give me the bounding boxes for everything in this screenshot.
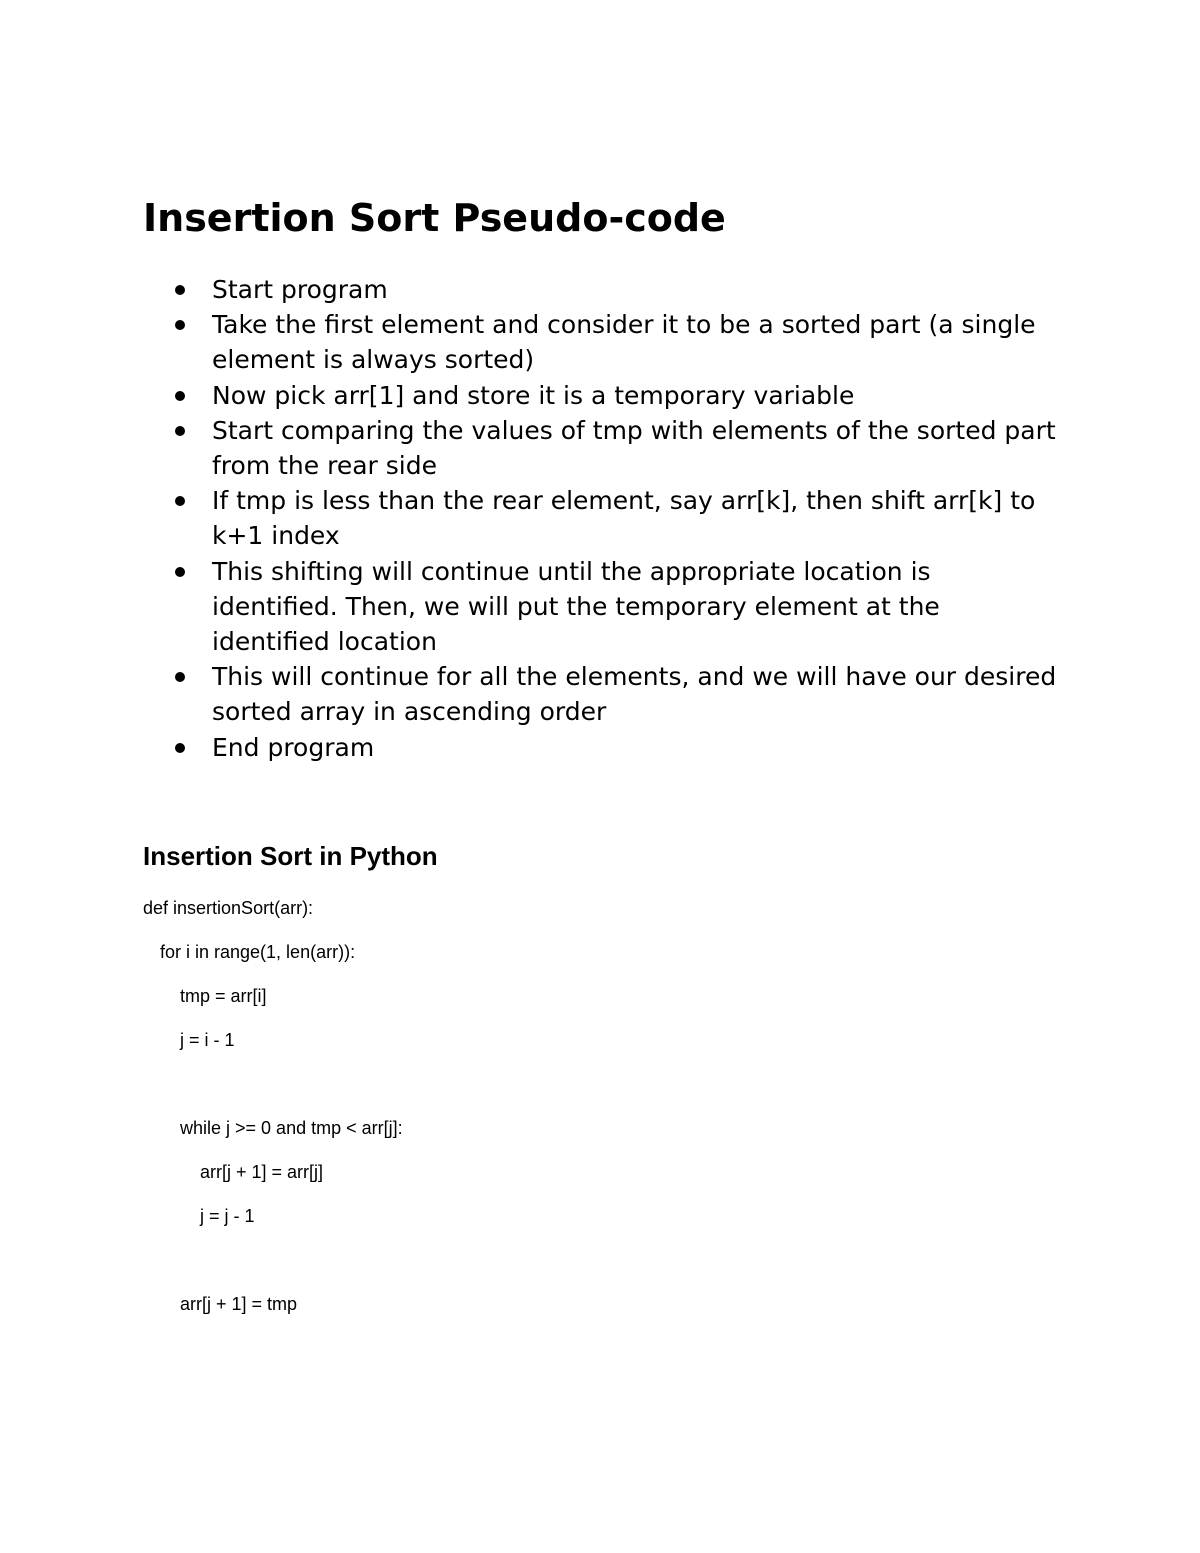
bullet-icon <box>175 285 185 295</box>
pseudo-code-list <box>143 272 1063 765</box>
list-item <box>143 307 1063 377</box>
list-item-text: End program <box>212 732 375 762</box>
list-item <box>143 272 1063 307</box>
list-item-text: Take the first element and consider it to be a sorted part (a single element is always sorted) <box>212 310 1036 375</box>
list-item-text: This will continue for all the elements, and we will have our desired sorted array in ascending order <box>212 662 1057 727</box>
code-line: j = i - 1 <box>180 1030 235 1050</box>
list-item <box>143 483 1063 553</box>
code-line: arr[j + 1] = arr[j] <box>200 1162 324 1182</box>
bullet-icon <box>175 426 185 436</box>
page-title: Insertion Sort Pseudo-code <box>143 196 726 240</box>
section-heading: Insertion Sort in Python <box>143 841 438 871</box>
code-line: def insertionSort(arr): <box>143 898 314 918</box>
list-item <box>143 413 1063 483</box>
list-item-text: Start comparing the values of tmp with elements of the sorted part from the rear side <box>212 415 1056 481</box>
bullet-icon <box>175 743 185 753</box>
code-line: while j >= 0 and tmp < arr[j]: <box>180 1118 403 1138</box>
bullet-icon <box>175 567 185 577</box>
bullet-icon <box>175 496 185 506</box>
code-line: tmp = arr[i] <box>180 986 267 1006</box>
bullet-icon <box>175 672 185 682</box>
list-item-text: Start program <box>212 275 388 304</box>
bullet-icon <box>175 320 185 330</box>
code-line: for i in range(1, len(arr)): <box>160 942 356 962</box>
list-item <box>143 730 1063 765</box>
bullet-icon <box>175 391 185 401</box>
list-item <box>143 378 1063 413</box>
list-item-text: If tmp is less than the rear element, say arr[k], then shift arr[k] to k+1 index <box>212 486 1036 551</box>
code-line: j = j - 1 <box>200 1206 255 1226</box>
list-item-text: This shifting will continue until the appropriate location is identified. Then, we will put the temporary element at the identified location <box>212 556 940 657</box>
code-line: arr[j + 1] = tmp <box>180 1294 298 1314</box>
list-item <box>143 554 1063 660</box>
list-item <box>143 659 1063 729</box>
list-item-text: Now pick arr[1] and store it is a temporary variable <box>212 380 855 410</box>
